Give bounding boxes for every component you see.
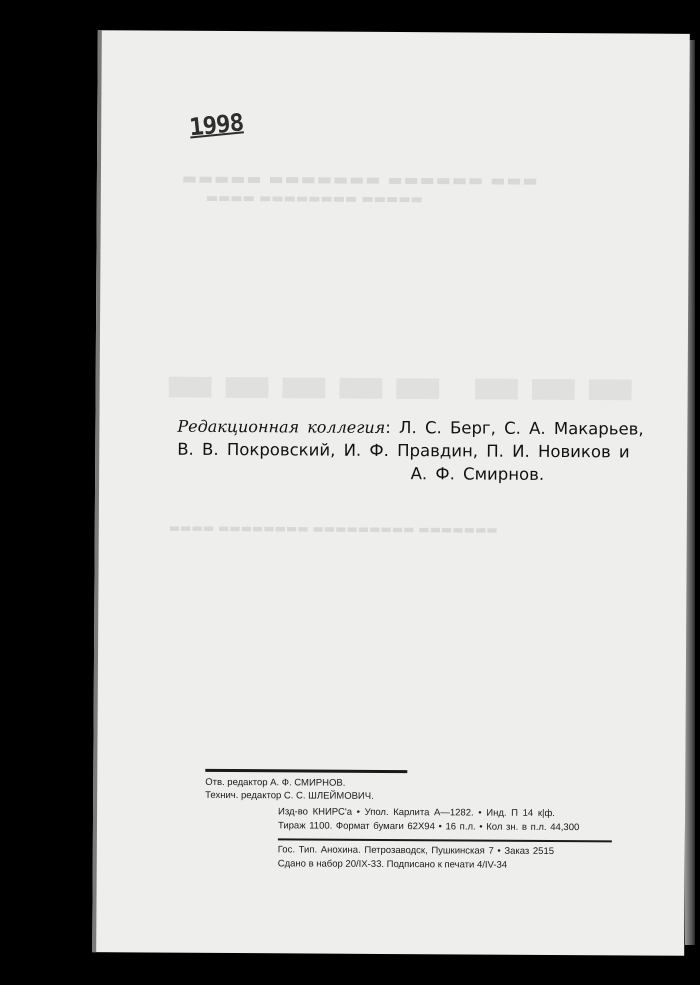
editorial-board-line: В. В. Покровский, И. Ф. Правдин, П. И. Новиков и — [177, 439, 630, 462]
book-page — [92, 30, 690, 956]
imprint-block — [205, 769, 615, 871]
editorial-board-label: Редакционная коллегия — [177, 416, 386, 437]
inventory-number-stamp: 1998 — [187, 108, 245, 142]
print-run-info: Тираж 1100. Формат бумаги 62Х94 • 16 п.л. • Кол зн. в п.л. 44,300 — [277, 820, 580, 834]
bleed-through-text: ▬▬▬▬▬ ▬▬▬▬▬▬▬▬ ▬▬▬▬ — [205, 190, 423, 208]
divider — [278, 838, 612, 842]
editorial-board-line: А. Ф. Смирнов. — [410, 464, 545, 484]
bleed-through-title: ▬▬▬ ▬▬▬▬▬ — [159, 350, 637, 419]
bleed-through-text: ▬▬▬ ▬▬▬▬▬▬ ▬▬▬▬▬▬▬ ▬▬▬▬▬ — [180, 168, 538, 190]
technical-editor: Технич. редактор С. С. ШЛЕЙМОВИЧ. — [205, 789, 374, 802]
editorial-board — [177, 415, 657, 487]
editorial-board-line — [177, 415, 657, 441]
publisher-info: Изд-во КНИРС'а • Упол. Карлита А—1282. • Инд. П 14 к|ф. — [278, 806, 555, 820]
printer-info: Гос. Тип. Анохина. Петрозаводск, Пушкинская 7 • Заказ 2515 — [277, 844, 555, 858]
print-dates: Сдано в набор 20/IX-33. Подписано к печати 4/IV-34 — [277, 858, 508, 871]
bleed-through-text: ▬▬▬▬▬▬▬ ▬▬▬▬▬▬▬▬▬ ▬▬▬▬▬▬▬▬ ▬▬▬▬ — [168, 520, 498, 537]
editorial-board-members: : Л. С. Берг, С. А. Макарьев, — [385, 417, 644, 439]
divider — [205, 769, 407, 773]
responsible-editor: Отв. редактор А. Ф. СМИРНОВ. — [205, 776, 346, 789]
